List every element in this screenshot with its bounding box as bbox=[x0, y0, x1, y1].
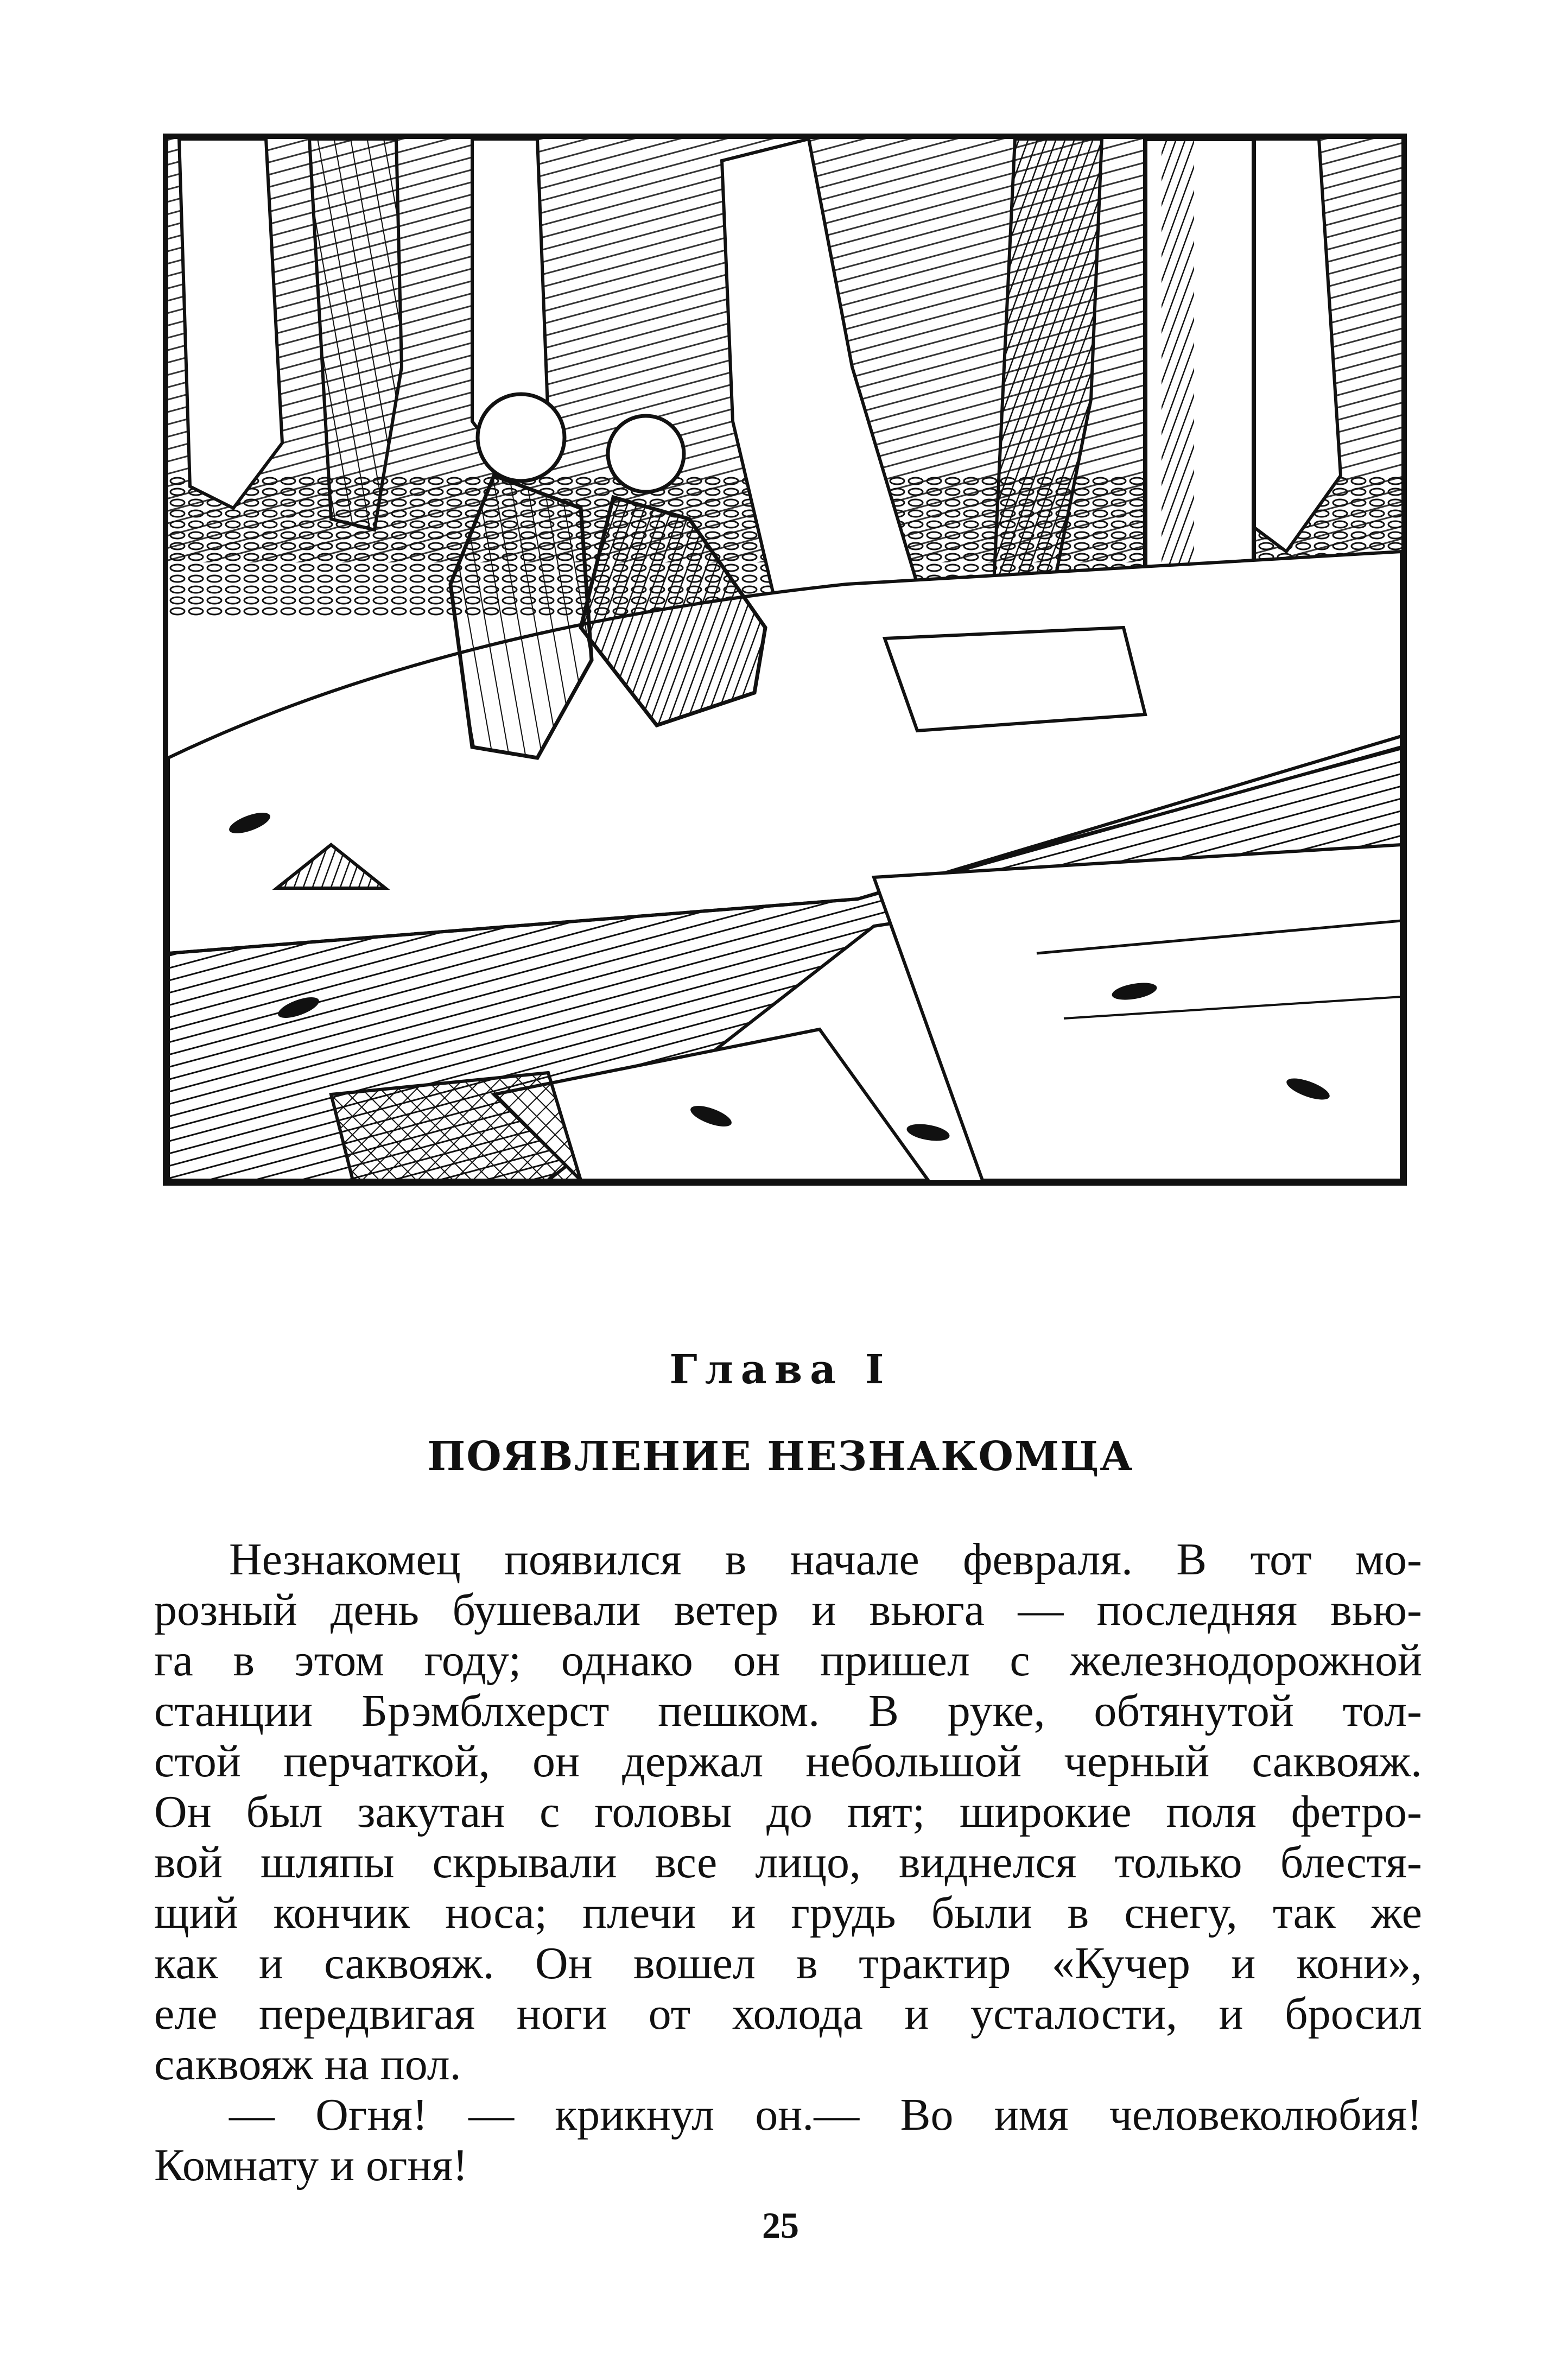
chapter-body-text bbox=[154, 1534, 1422, 2191]
text-line: Незнакомец появился в начале февраля. В тот мо- bbox=[229, 1534, 1422, 1585]
chapter-number: Глава I bbox=[669, 1346, 892, 1393]
text-line: Он был закутан с головы до пят; широкие поля фетро- bbox=[154, 1787, 1422, 1837]
chapter-title: ПОЯВЛЕНИЕ НЕЗНАКОМЦА bbox=[427, 1433, 1134, 1480]
text-line: стой перчаткой, он держал небольшой черный саквояж. bbox=[154, 1736, 1422, 1787]
text-line: щий кончик носа; плечи и грудь были в снегу, так же bbox=[154, 1888, 1422, 1938]
text-line: — Огня! — крикнул он.— Во имя человеколюбия! bbox=[229, 2090, 1422, 2140]
text-line: станции Брэмблхерст пешком. В руке, обтянутой тол- bbox=[154, 1686, 1422, 1736]
text-line: вой шляпы скрывали все лицо, виднелся только блестя- bbox=[154, 1837, 1422, 1888]
text-line: га в этом году; однако он пришел с железнодорожной bbox=[154, 1635, 1422, 1686]
text-line: как и саквояж. Он вошел в трактир «Кучер и кони», bbox=[154, 1938, 1422, 1989]
text-line: еле передвигая ноги от холода и усталости, и бросил bbox=[154, 1989, 1422, 2039]
illustration-drawing bbox=[168, 139, 1401, 1180]
text-line: Комнату и огня! bbox=[154, 2140, 468, 2191]
chapter-illustration bbox=[163, 134, 1407, 1186]
page-number: 25 bbox=[762, 2205, 799, 2246]
text-line: саквояж на пол. bbox=[154, 2039, 461, 2090]
text-line: розный день бушевали ветер и вьюга — последняя вью- bbox=[154, 1585, 1422, 1635]
